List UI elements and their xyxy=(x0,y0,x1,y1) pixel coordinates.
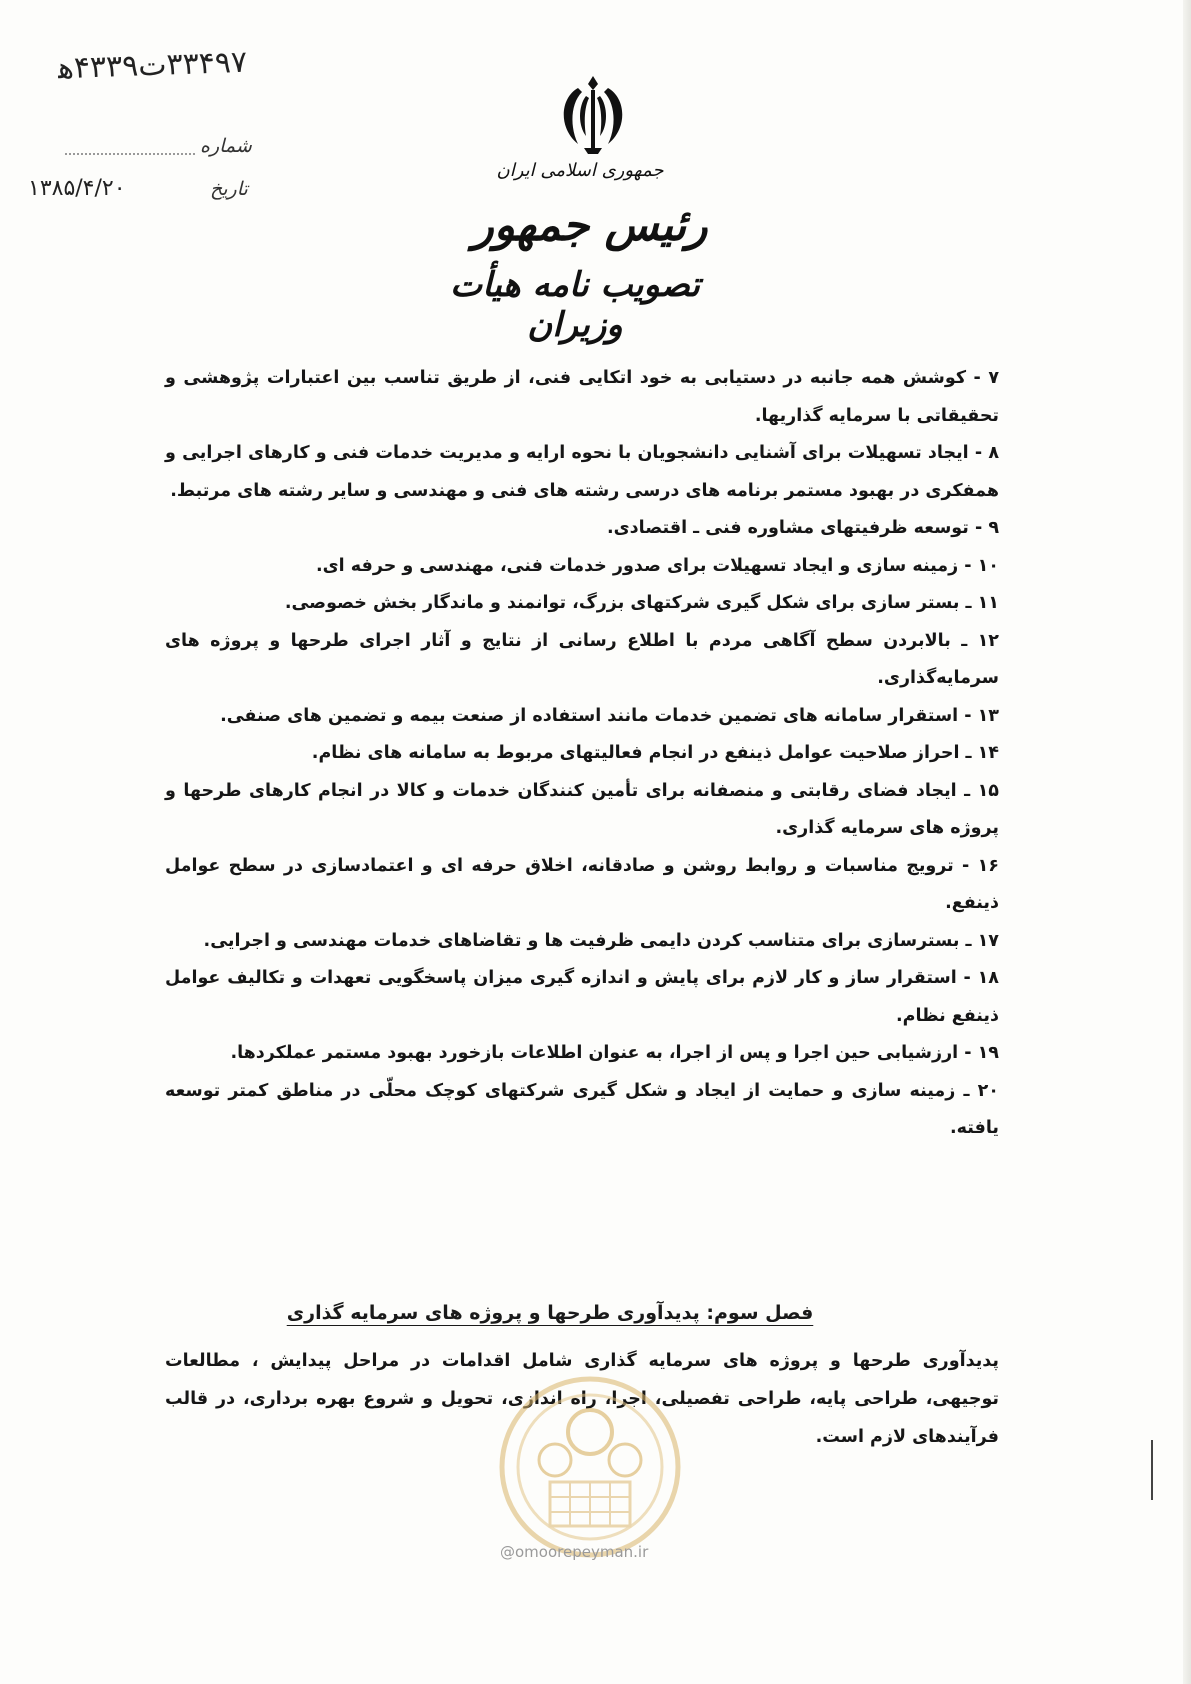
decree-item: ۱۳ - استقرار سامانه های تضمین خدمات مانند استفاده از صنعت بیمه و تضمین های صنفی. xyxy=(220,705,999,726)
decree-item: ۹ - توسعه ظرفیتهای مشاوره فنی ـ اقتصادی. xyxy=(607,518,999,538)
decree-item: ۱۸ - استقرار ساز و کار لازم برای پایش و اندازه گیری میزان پاسخگویی تعهدات و تکالیف عوامل ذینفع نظام. xyxy=(165,968,999,1026)
scan-edge xyxy=(1183,0,1191,1684)
section-paragraph: پدیدآوری طرحها و پروژه های سرمایه گذاری شامل اقدامات در مراحل پیدایش ، مطالعات توجیهی، طراحی پایه، طراحی تفصیلی، اجرا، راه اندازی، تحویل و شروع بهره برداری، در قالب فرآیندهای لازم است. xyxy=(165,1351,999,1447)
date-label: تاریخ xyxy=(210,178,248,200)
decree-item: ۲۰ ـ زمینه سازی و حمایت از ایجاد و شکل گیری شرکتهای کوچک محلّی در مناطق کمتر توسعه یافته. xyxy=(165,1080,999,1138)
reference-number: ۳۳۴۹۷ت۴۳۳۹ه‍ xyxy=(57,44,248,87)
iran-emblem-icon xyxy=(548,70,638,158)
official-seal-icon xyxy=(495,1372,685,1562)
decree-item: ۱۹ - ارزشیابی حین اجرا و پس از اجرا، به عنوان اطلاعات بازخورد بهبود مستمر عملکردها. xyxy=(230,1043,999,1063)
republic-title: جمهوری اسلامی ایران xyxy=(496,160,664,181)
president-title: رئیس جمهور xyxy=(472,200,708,251)
section-title: فصل سوم: پدیدآوری طرحها و پروژه های سرمایه گذاری xyxy=(286,1302,814,1324)
decree-item: ۷ - کوشش همه جانبه در دستیابی به خود اتکایی فنی، از طریق تناسب بین اعتبارات پژوهشی و تحقیقاتی با سرمایه گذاریها. xyxy=(165,368,999,426)
date-value: ۱۳۸۵/۴/۲۰ xyxy=(28,176,126,201)
decree-item: ۱۶ - ترویج مناسبات و روابط روشن و صادقانه، اخلاق حرفه ای و اعتمادسازی در سطح عوامل ذینفع. xyxy=(165,855,999,913)
decree-item: ۸ - ایجاد تسهیلات برای آشنایی دانشجویان با نحوه ارایه و مدیریت خدمات فنی و کارهای اجرایی و همفکری در بهبود مستمر برنامه های درسی رشته های فنی و مهندسی و سایر رشته های مرتبط. xyxy=(165,443,999,501)
decree-item: ۱۲ ـ بالابردن سطح آگاهی مردم با اطلاع رسانی از نتایج و آثار اجرای طرحها و پروژه های سرمایه‌گذاری. xyxy=(165,630,999,688)
decree-item: ۱۰ - زمینه سازی و ایجاد تسهیلات برای صدور خدمات فنی، مهندسی و حرفه ای. xyxy=(315,555,999,576)
number-label: شماره xyxy=(200,135,252,157)
decree-items xyxy=(165,360,999,1148)
decree-item: ۱۴ ـ احراز صلاحیت عوامل ذینفع در انجام فعالیتهای مربوط به سامانه های نظام. xyxy=(311,743,999,763)
decree-item: ۱۷ ـ بسترسازی برای متناسب کردن دایمی ظرفیت ها و تقاضاهای خدمات مهندسی و اجرایی. xyxy=(203,930,999,951)
number-dotted-line xyxy=(65,153,195,155)
margin-mark xyxy=(1151,1440,1153,1500)
watermark: @omoorepeyman.ir xyxy=(500,1543,649,1561)
decree-item: ۱۱ ـ بستر سازی برای شکل گیری شرکتهای بزرگ، توانمند و ماندگار بخش خصوصی. xyxy=(284,593,999,613)
cabinet-decree-title: تصویب نامه هیأت وزیران xyxy=(450,265,700,345)
decree-item: ۱۵ ـ ایجاد فضای رقابتی و منصفانه برای تأمین کنندگان خدمات و کالا در انجام کارهای طرحها و پروژه های سرمایه گذاری. xyxy=(165,780,999,838)
